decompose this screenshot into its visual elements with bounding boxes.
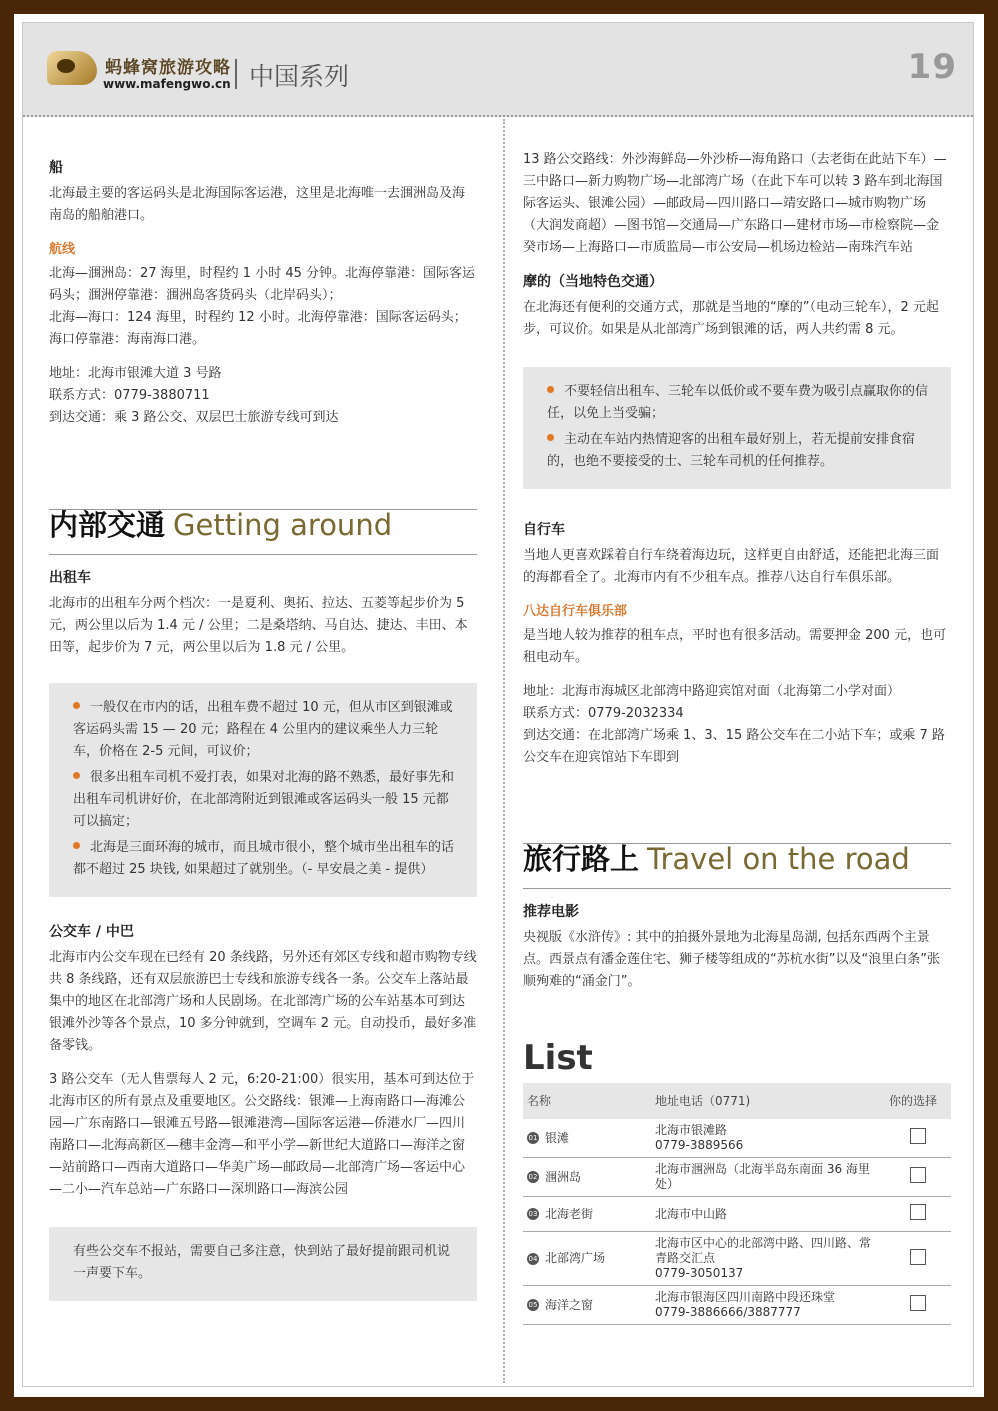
row-address: 北海市银海区四川南路中段还珠堂 0779-3886666/3887777 xyxy=(651,1286,885,1325)
choice-checkbox[interactable] xyxy=(910,1295,926,1311)
routes-heading: 航线 xyxy=(49,242,76,257)
right-column xyxy=(523,149,951,1325)
boat-heading: 船 xyxy=(49,160,63,176)
bus-tip: 有些公交车不报站，需要自己多注意，快到站了最好提前跟司机说一声要下车。 xyxy=(73,1244,451,1281)
bike-access: 到达交通：在北部湾广场乘 1、3、15 路公交车在二小站下车；或乘 7 路公交车在迎宾馆站下车即到 xyxy=(523,728,945,765)
movie-heading: 推荐电影 xyxy=(523,904,579,920)
bike-club-heading: 八达自行车俱乐部 xyxy=(523,604,628,619)
row-address: 北海市中山路 xyxy=(651,1197,885,1232)
boat-access: 到达交通：乘 3 路公交、双层巴士旅游专线可到达 xyxy=(49,410,339,425)
tip-item: 主动在车站内热情迎客的出租车最好别上，若无提前安排食宿的，也绝不要接受的士、三轮车司机的任何推荐。 xyxy=(547,432,916,469)
section-title-cn: 旅行路上 xyxy=(523,842,640,876)
left-column xyxy=(49,157,477,1315)
choice-checkbox[interactable] xyxy=(910,1128,926,1144)
choice-checkbox[interactable] xyxy=(910,1167,926,1183)
col-header-choice: 你的选择 xyxy=(885,1083,951,1119)
row-name: 04 北部湾广场 xyxy=(523,1232,651,1286)
number-badge-icon: 05 xyxy=(528,1301,538,1309)
number-badge-icon: 03 xyxy=(528,1210,538,1218)
row-name: 02 涠洲岛 xyxy=(523,1158,651,1197)
bus-text-1: 北海市内公交车现在已经有 20 条线路，另外还有郊区专线和超市购物专线共 8 条线路，还有双层旅游巴士专线和旅游专线各一条。公交车上落站最集中的地区在北部湾广场和人民剧场。在北部湾广场的公车站基本可到达银滩外沙等各个景点，10 多分钟就到，空调车 2 元。自动投币，最好多准备零钱。 xyxy=(49,950,477,1053)
series-title: 中国系列 xyxy=(249,62,350,91)
bike-text: 当地人更喜欢踩着自行车绕着海边玩，这样更自由舒适，还能把北海三面的海都看全了。北海市内有不少租车点。推荐八达自行车俱乐部。 xyxy=(523,548,940,585)
table-row xyxy=(523,1232,951,1286)
column-divider xyxy=(503,119,505,1383)
tip-item: 一般仅在市内的话，出租车费不超过 10 元，但从市区到银滩或客运码头需 15 — 20 元；路程在 4 公里内的建议乘坐人力三轮车，价格在 2-5 元间，可议价； xyxy=(73,700,453,759)
page xyxy=(14,14,984,1397)
bullet-icon xyxy=(547,386,554,393)
bike-heading: 自行车 xyxy=(523,522,565,538)
page-number: 19 xyxy=(907,47,957,87)
boat-phone: 联系方式：0779-3880711 xyxy=(49,388,210,403)
row-choice xyxy=(885,1232,951,1286)
taxi-tips-box xyxy=(49,683,477,897)
mafengwo-logo-icon xyxy=(47,51,97,85)
row-choice xyxy=(885,1158,951,1197)
table-row xyxy=(523,1197,951,1232)
moto-text: 在北海还有便利的交通方式，那就是当地的“摩的”（电动三轮车），2 元起步，可议价。如果是从北部湾广场到银滩的话，两人共约需 8 元。 xyxy=(523,300,939,337)
section-title-en: Travel on the road xyxy=(647,842,910,876)
row-address: 北海市区中心的北部湾中路、四川路、常青路交汇点 0779-3050137 xyxy=(651,1232,885,1286)
boat-contact xyxy=(49,363,477,429)
row-name: 01 银滩 xyxy=(523,1119,651,1158)
taxi-text: 北海市的出租车分两个档次：一是夏利、奥拓、拉达、五菱等起步价为 5 元，两公里以后为 1.4 元 / 公里；二是桑塔纳、马自达、捷达、丰田、本田等，起步价为 7 元，两公里以后为 1.8 元 / 公里。 xyxy=(49,596,468,655)
choice-checkbox[interactable] xyxy=(910,1204,926,1220)
bullet-icon xyxy=(73,772,80,779)
bike-contact xyxy=(523,681,951,769)
col-header-address: 地址电话（0771) xyxy=(651,1083,885,1119)
bus-tip-box xyxy=(49,1227,477,1301)
row-address: 北海市银滩路 0779-3889566 xyxy=(651,1119,885,1158)
list-title: List xyxy=(523,1038,593,1078)
tip-item: 北海是三面环海的城市，而且城市很小，整个城市坐出租车的话都不超过 25 块钱, 如果超过了就别坐。（- 早安晨之美 - 提供） xyxy=(73,840,455,877)
row-address: 北海市涠洲岛（北海半岛东南面 36 海里处） xyxy=(651,1158,885,1197)
tip-item: 不要轻信出租车、三轮车以低价或不要车费为吸引点赢取你的信任，以免上当受骗； xyxy=(547,384,929,421)
row-name: 05 海洋之窗 xyxy=(523,1286,651,1325)
page-frame xyxy=(22,22,974,1387)
attraction-table xyxy=(523,1083,951,1325)
section-title-travel-on-road xyxy=(523,843,951,889)
taxi-heading: 出租车 xyxy=(49,570,91,586)
page-header xyxy=(23,23,973,117)
row-name: 03 北海老街 xyxy=(523,1197,651,1232)
table-row xyxy=(523,1286,951,1325)
bike-phone: 联系方式：0779-2032334 xyxy=(523,706,684,721)
moto-tips-box xyxy=(523,367,951,489)
bus-text-2: 3 路公交车（无人售票每人 2 元，6:20-21:00）很实用，基本可到达位于北海市区的所有景点及重要地区。公交路线：银滩—上海南路口—海滩公园—广东南路口—银滩五号路—银滩港湾—国际客运港—侨港水厂—四川南路口—北海高新区—穗丰金湾—和平小学—新世纪大道路口—海洋之窗—站前路口—西南大道路口—华美广场—邮政局—北部湾广场—客运中心—二小—汽车总站—广东路口—深圳路口—海滨公园 xyxy=(49,1072,475,1197)
table-row xyxy=(523,1119,951,1158)
section-title-cn: 内部交通 xyxy=(49,508,166,542)
bike-address: 地址：北海市海城区北部湾中路迎宾馆对面（北海第二小学对面） xyxy=(523,684,901,699)
row-choice xyxy=(885,1197,951,1232)
boat-address: 地址：北海市银滩大道 3 号路 xyxy=(49,366,222,381)
bike-club-text: 是当地人较为推荐的租车点，平时也有很多活动。需要押金 200 元，也可租电动车。 xyxy=(523,628,947,665)
table-row xyxy=(523,1158,951,1197)
section-title-en: Getting around xyxy=(173,508,393,542)
row-choice xyxy=(885,1119,951,1158)
number-badge-icon: 04 xyxy=(528,1254,538,1263)
movie-text: 央视版《水浒传》: 其中的拍摄外景地为北海星岛湖, 包括东西两个主景点。西景点有潘金莲住宅、狮子楼等组成的“苏杭水街”以及“浪里白条”张顺殉难的“涌金门”。 xyxy=(523,930,940,989)
bus13-route: 13 路公交路线：外沙海鲜岛—外沙桥—海角路口（去老街在此站下车）—三中路口—新力购物广场—北部湾广场（在此下车可以转 3 路车到北海国际客运头、银滩公园）—邮政局—四川路口—靖安路口—城市购物广场（大润发商超）—图书馆—交通局—广东路口—建材市场—市检察院—金癸市场—上海路口—市质监局—市公安局—机场边检站—南珠汽车站 xyxy=(523,152,947,255)
route-item: 北海—海口：124 海里，时程约 12 小时。北海停靠港：国际客运码头；海口停靠港：海南海口港。 xyxy=(49,310,467,347)
boat-intro: 北海最主要的客运码头是北海国际客运港，这里是北海唯一去涠洲岛及海南岛的船舶港口。 xyxy=(49,186,466,223)
bullet-icon xyxy=(73,842,80,849)
bullet-icon xyxy=(547,434,554,441)
col-header-name: 名称 xyxy=(523,1083,651,1119)
brand-name: 蚂蜂窝旅游攻略 xyxy=(105,58,231,78)
row-choice xyxy=(885,1286,951,1325)
moto-heading: 摩的（当地特色交通） xyxy=(523,274,663,290)
bullet-icon xyxy=(73,702,80,709)
number-badge-icon: 01 xyxy=(528,1134,538,1142)
header-divider xyxy=(235,59,237,89)
choice-checkbox[interactable] xyxy=(910,1249,926,1265)
brand-url: www.mafengwo.cn xyxy=(103,77,231,91)
tip-item: 很多出租车司机不爱打表，如果对北海的路不熟悉，最好事先和出租车司机讲好价，在北部湾附近到银滩或客运码头一般 15 元都可以搞定； xyxy=(73,770,455,829)
section-title-getting-around xyxy=(49,509,477,555)
table-header-row xyxy=(523,1083,951,1119)
bus-heading: 公交车 / 中巴 xyxy=(49,924,134,940)
number-badge-icon: 02 xyxy=(528,1173,538,1181)
route-item: 北海—涠洲岛：27 海里，时程约 1 小时 45 分钟。北海停靠港：国际客运码头；涠洲停靠港：涠洲岛客货码头（北岸码头）； xyxy=(49,266,476,303)
